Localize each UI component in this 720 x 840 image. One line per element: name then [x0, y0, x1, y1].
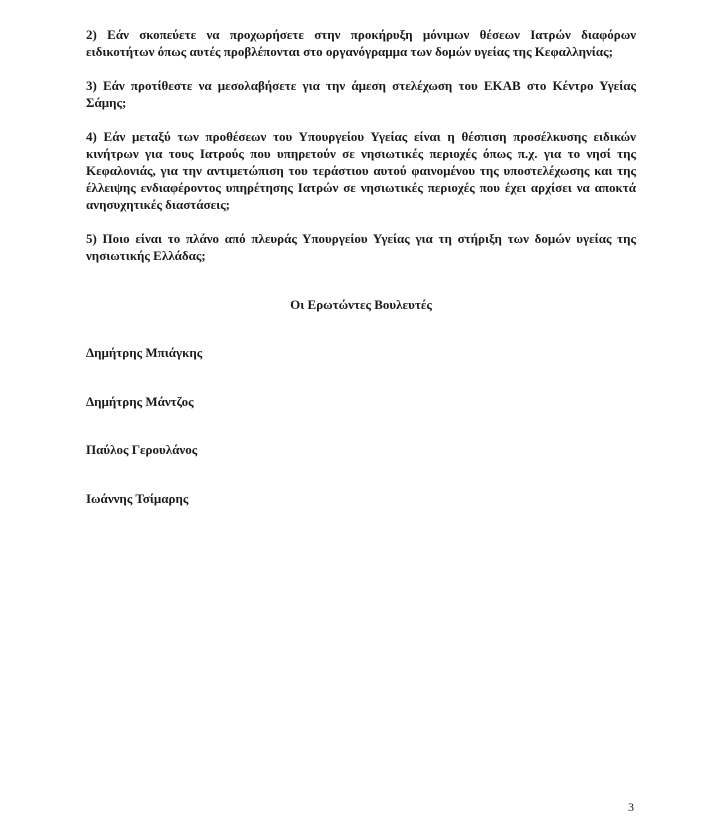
- question-3: 3) Εάν προτίθεστε να μεσολαβήσετε για την άμεση στελέχωση του ΕΚΑΒ στο Κέντρο Υγείας Σάμης;: [86, 78, 636, 110]
- page-number: 3: [628, 800, 634, 814]
- question-5: 5) Ποιο είναι το πλάνο από πλευράς Υπουργείου Υγείας για τη στήριξη των δομών υγείας της νησιωτικής Ελλάδας;: [86, 231, 636, 263]
- signatory-name: Δημήτρης Μπιάγκης: [86, 345, 203, 360]
- signatory-name: Ιωάννης Τσίμαρης: [86, 491, 189, 506]
- signatory-name: Δημήτρης Μάντζος: [86, 394, 194, 409]
- question-2: 2) Εάν σκοπεύετε να προχωρήσετε στην προκήρυξη μόνιμων θέσεων Ιατρών διαφόρων ειδικοτήτων όπως αυτές προβλέπονται στο οργανόγραμμα των δομών υγείας της Κεφαλληνίας;: [86, 27, 636, 59]
- question-4: 4) Εάν μεταξύ των προθέσεων του Υπουργείου Υγείας είναι η θέσπιση προσέλκυσης ειδικών κινήτρων για τους Ιατρούς που υπηρετούν σε νησιωτικές περιοχές όπως π.χ. για το νησί της Κεφαλονιάς, για την αντιμετώπιση του τεράστιου αυτού φαινομένου της υποστελέχωσης και της έλλειψης ενδιαφέροντος υπηρέτησης Ιατρών σε νησιωτικές περιοχές που έχει αρχίσει να αποκτά ανησυχητικές διαστάσεις;: [86, 129, 636, 212]
- signatories-heading: Οι Ερωτώντες Βουλευτές: [290, 297, 432, 312]
- signatory-name: Παύλος Γερουλάνος: [86, 442, 198, 457]
- questions-section: [86, 26, 636, 281]
